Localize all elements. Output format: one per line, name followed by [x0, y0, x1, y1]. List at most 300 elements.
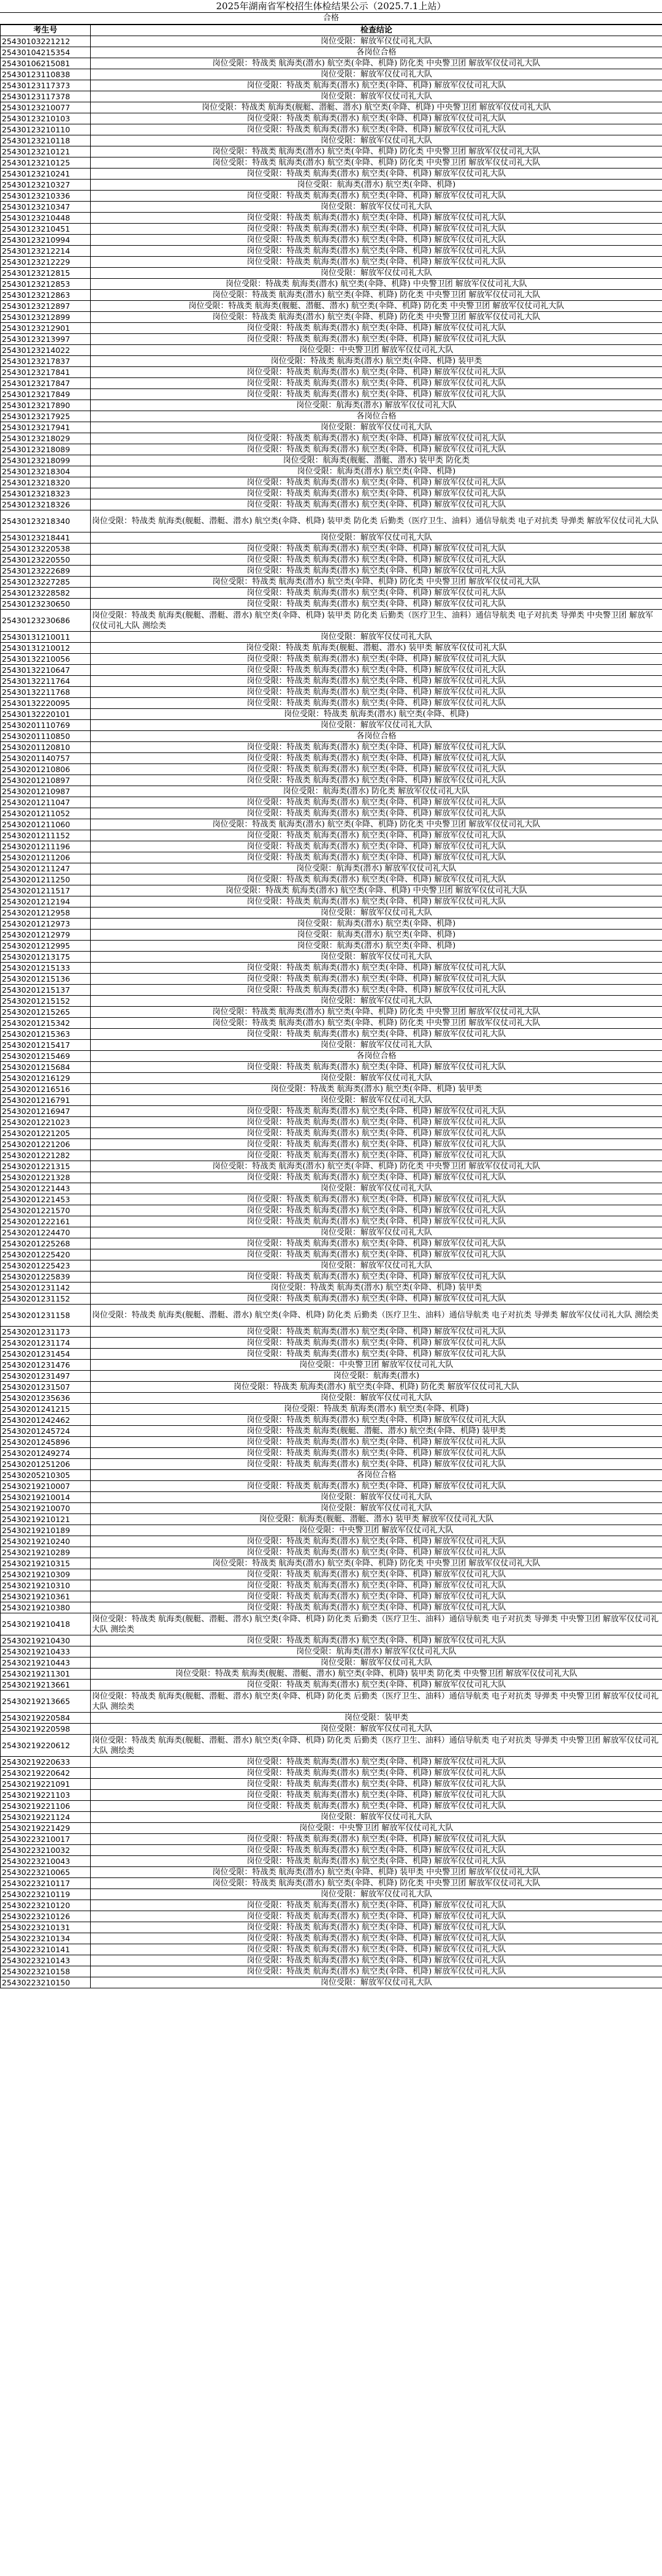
conclusion-cell: 岗位受限：特战类 航海类(潜水) 航空类(伞降、机降) 防化类 中央警卫团 解放军仪仗司礼大队 — [91, 157, 662, 169]
exam-id-cell: 25430123218089 — [1, 444, 91, 455]
conclusion-cell: 岗位受限：航海类(潜水) 航空类(伞降、机降) — [91, 919, 662, 930]
conclusion-cell: 岗位受限：解放军仪仗司礼大队 — [91, 1095, 662, 1106]
exam-id-cell: 25430219220642 — [1, 1768, 91, 1779]
conclusion-cell: 岗位受限：特战类 航海类(潜水) 航空类(伞降、机降) 解放军仪仗司礼大队 — [91, 113, 662, 124]
conclusion-cell: 岗位受限：特战类 航海类(潜水) 航空类(伞降、机降) 解放军仪仗司礼大队 — [91, 1150, 662, 1161]
exam-id-cell: 25430219220584 — [1, 1713, 91, 1724]
exam-id-cell: 25430104215354 — [1, 47, 91, 58]
conclusion-cell: 岗位受限：解放军仪仗司礼大队 — [91, 1040, 662, 1051]
conclusion-cell: 岗位受限：中央警卫团 解放军仪仗司礼大队 — [91, 1360, 662, 1371]
conclusion-cell: 岗位受限：特战类 航海类(潜水) 航空类(伞降、机降) 防化类 中央警卫团 解放军仪仗司礼大队 — [91, 1018, 662, 1029]
exam-id-cell: 25430219213661 — [1, 1680, 91, 1691]
conclusion-cell: 岗位受限：中央警卫团 解放军仪仗司礼大队 — [91, 1525, 662, 1536]
exam-id-cell: 25430201215684 — [1, 1062, 91, 1073]
table-row — [1, 907, 662, 919]
exam-id-cell: 25430223210150 — [1, 1977, 91, 1988]
exam-id-cell: 25430201225268 — [1, 1238, 91, 1249]
table-row — [1, 1922, 662, 1933]
table-row — [1, 1128, 662, 1139]
table-row — [1, 345, 662, 356]
table-row — [1, 1514, 662, 1525]
conclusion-cell: 岗位受限：特战类 航海类(潜水) 航空类(伞降、机降) 解放军仪仗司礼大队 — [91, 1172, 662, 1183]
table-row — [1, 146, 662, 157]
exam-id-cell: 25430123210327 — [1, 180, 91, 191]
table-row — [1, 852, 662, 863]
table-row — [1, 323, 662, 334]
conclusion-cell: 岗位受限：特战类 航海类(潜水) 航空类(伞降、机降) — [91, 1404, 662, 1415]
table-row — [1, 1724, 662, 1735]
table-row — [1, 1172, 662, 1183]
table-row — [1, 610, 662, 632]
table-row — [1, 1062, 662, 1073]
table-row — [1, 632, 662, 643]
exam-id-cell: 25430205210305 — [1, 1470, 91, 1481]
conclusion-cell: 岗位受限：解放军仪仗司礼大队 — [91, 720, 662, 731]
exam-id-cell: 25430219210433 — [1, 1646, 91, 1657]
conclusion-cell: 岗位受限：航海类(舰艇、潜艇、潜水) 装甲类 防化类 — [91, 455, 662, 466]
conclusion-cell: 岗位受限：特战类 航海类(潜水) 航空类(伞降、机降) 解放军仪仗司礼大队 — [91, 1580, 662, 1591]
conclusion-cell: 岗位受限：解放军仪仗司礼大队 — [91, 1073, 662, 1084]
exam-id-cell: 25430123210103 — [1, 113, 91, 124]
table-row — [1, 1393, 662, 1404]
table-row — [1, 180, 662, 191]
exam-id-cell: 25430123210336 — [1, 191, 91, 202]
table-row — [1, 213, 662, 224]
conclusion-cell: 岗位受限：特战类 航海类(潜水) 航空类(伞降、机降) 解放军仪仗司礼大队 — [91, 1933, 662, 1944]
conclusion-cell: 岗位受限：特战类 航海类(潜水) 航空类(伞降、机降) 防化类 中央警卫团 解放军仪仗司礼大队 — [91, 1878, 662, 1889]
table-row — [1, 1944, 662, 1955]
conclusion-cell: 岗位受限：解放军仪仗司礼大队 — [91, 268, 662, 279]
exam-id-cell: 25430123218323 — [1, 488, 91, 499]
exam-id-cell: 25430201231497 — [1, 1371, 91, 1382]
exam-id-cell: 25430123210077 — [1, 102, 91, 113]
table-row — [1, 1812, 662, 1823]
exam-id-cell: 25430201216791 — [1, 1095, 91, 1106]
exam-id-cell: 25430219211301 — [1, 1669, 91, 1680]
table-row — [1, 1536, 662, 1547]
exam-id-cell: 25430123212899 — [1, 312, 91, 323]
table-row — [1, 312, 662, 323]
conclusion-cell: 岗位受限：特战类 航海类(潜水) 航空类(伞降、机降) 解放军仪仗司礼大队 — [91, 246, 662, 257]
table-row — [1, 1426, 662, 1437]
table-row — [1, 963, 662, 974]
table-row — [1, 488, 662, 499]
exam-id-cell: 25430201215133 — [1, 963, 91, 974]
exam-id-cell: 25430219210310 — [1, 1580, 91, 1591]
table-row — [1, 466, 662, 477]
exam-id-cell: 25430201221282 — [1, 1150, 91, 1161]
table-row — [1, 1867, 662, 1878]
exam-id-cell: 25430123210994 — [1, 235, 91, 246]
exam-id-cell: 25430201221315 — [1, 1161, 91, 1172]
table-row — [1, 1569, 662, 1580]
table-row — [1, 941, 662, 952]
conclusion-cell: 岗位受限：特战类 航海类(潜水) 航空类(伞降、机降) 防化类 中央警卫团 解放军仪仗司礼大队 — [91, 1007, 662, 1018]
table-row — [1, 1768, 662, 1779]
table-row — [1, 1183, 662, 1194]
table-row — [1, 1966, 662, 1977]
conclusion-cell: 岗位受限：特战类 航海类(潜水) 航空类(伞降、机降) 解放军仪仗司礼大队 — [91, 797, 662, 808]
exam-id-cell: 25430201224470 — [1, 1227, 91, 1238]
conclusion-cell: 岗位受限：解放军仪仗司礼大队 — [91, 1260, 662, 1271]
exam-id-cell: 25430123227285 — [1, 577, 91, 588]
exam-id-cell: 25430103221212 — [1, 36, 91, 47]
table-row — [1, 1547, 662, 1558]
table-row — [1, 124, 662, 135]
conclusion-cell: 岗位受限：特战类 航海类(潜水) 航空类(伞降、机降) 防化类 中央警卫团 解放军仪仗司礼大队 — [91, 1558, 662, 1569]
table-row — [1, 1834, 662, 1845]
conclusion-cell: 岗位受限：特战类 航海类(潜水) 航空类(伞降、机降) 解放军仪仗司礼大队 — [91, 676, 662, 687]
exam-id-cell: 25430201249274 — [1, 1448, 91, 1459]
table-row — [1, 1205, 662, 1216]
exam-id-cell: 25430219221429 — [1, 1823, 91, 1834]
exam-id-cell: 25430201210897 — [1, 775, 91, 786]
table-row — [1, 1260, 662, 1271]
exam-id-cell: 25430219210309 — [1, 1569, 91, 1580]
exam-id-cell: 25430223210143 — [1, 1955, 91, 1966]
exam-id-cell: 25430223210119 — [1, 1889, 91, 1900]
exam-id-cell: 25430201231152 — [1, 1294, 91, 1305]
table-row — [1, 841, 662, 852]
table-row — [1, 157, 662, 169]
table-row — [1, 279, 662, 290]
exam-id-cell: 25430219221091 — [1, 1779, 91, 1790]
conclusion-cell: 岗位受限：特战类 航海类(舰艇、潜艇、潜水) 航空类(伞降、机降) 防化类 后勤类（医疗卫生、油料）通信导航类 电子对抗类 导弹类 中央警卫团 解放军仪仗司礼大队 测绘类 — [91, 1613, 662, 1635]
table-row — [1, 1823, 662, 1834]
table-row — [1, 1646, 662, 1657]
exam-id-cell: 25430219210189 — [1, 1525, 91, 1536]
exam-id-cell: 25430123217941 — [1, 422, 91, 433]
table-row — [1, 1878, 662, 1889]
table-row — [1, 952, 662, 963]
exam-id-cell: 25430123228582 — [1, 588, 91, 599]
table-row — [1, 1150, 662, 1161]
exam-id-cell: 25430201110769 — [1, 720, 91, 731]
exam-id-cell: 25430123210125 — [1, 157, 91, 169]
table-row — [1, 1470, 662, 1481]
table-row — [1, 1371, 662, 1382]
conclusion-cell: 岗位受限：特战类 航海类(潜水) 航空类(伞降、机降) 解放军仪仗司礼大队 — [91, 1790, 662, 1801]
conclusion-cell: 岗位受限：解放军仪仗司礼大队 — [91, 1889, 662, 1900]
conclusion-cell: 岗位受限：特战类 航海类(潜水) 航空类(伞降、机降) 解放军仪仗司礼大队 — [91, 1249, 662, 1260]
conclusion-cell: 岗位受限：特战类 航海类(舰艇、潜艇、潜水) 航空类(伞降、机降) 装甲类 防化类 后勤类（医疗卫生、油料）通信导航类 电子对抗类 导弹类 中央警卫团 解放军仪仗司礼大队 测绘类 — [91, 610, 662, 632]
conclusion-cell: 各岗位合格 — [91, 1470, 662, 1481]
exam-id-cell: 25430201221453 — [1, 1194, 91, 1205]
exam-id-cell: 25430201225420 — [1, 1249, 91, 1260]
exam-id-cell: 25430219210289 — [1, 1547, 91, 1558]
conclusion-cell: 岗位受限：特战类 航海类(舰艇、潜艇、潜水) 航空类(伞降、机降) 防化类 后勤类（医疗卫生、油料）通信导航类 电子对抗类 导弹类 解放军仪仗司礼大队 测绘类 — [91, 1305, 662, 1327]
table-row — [1, 874, 662, 885]
exam-id-cell: 25430123117373 — [1, 80, 91, 91]
table-row — [1, 1757, 662, 1768]
table-row — [1, 830, 662, 841]
conclusion-cell: 岗位受限：航海类(舰艇、潜艇、潜水) 装甲类 解放军仪仗司礼大队 — [91, 1514, 662, 1525]
exam-id-cell: 25430106215081 — [1, 58, 91, 69]
conclusion-cell: 岗位受限：特战类 航海类(潜水) 航空类(伞降、机降) 解放军仪仗司礼大队 — [91, 687, 662, 698]
conclusion-cell: 岗位受限：特战类 航海类(潜水) 航空类(伞降、机降) 解放军仪仗司礼大队 — [91, 1294, 662, 1305]
exam-id-cell: 25430201215417 — [1, 1040, 91, 1051]
table-row — [1, 1735, 662, 1757]
exam-id-cell: 25430219210315 — [1, 1558, 91, 1569]
conclusion-cell: 岗位受限：航海类(潜水) 解放军仪仗司礼大队 — [91, 400, 662, 411]
table-row — [1, 1007, 662, 1018]
table-row — [1, 1856, 662, 1867]
table-row — [1, 1713, 662, 1724]
conclusion-cell: 岗位受限：特战类 航海类(潜水) 航空类(伞降、机降) 解放军仪仗司礼大队 — [91, 1106, 662, 1117]
table-row — [1, 499, 662, 510]
exam-id-cell: 25430201242462 — [1, 1415, 91, 1426]
exam-id-cell: 25430201211250 — [1, 874, 91, 885]
table-row — [1, 863, 662, 874]
table-row — [1, 1029, 662, 1040]
conclusion-cell: 岗位受限：特战类 航海类(潜水) 航空类(伞降、机降) 解放军仪仗司礼大队 — [91, 1922, 662, 1933]
conclusion-cell: 岗位受限：特战类 航海类(潜水) 航空类(伞降、机降) 解放军仪仗司礼大队 — [91, 213, 662, 224]
exam-id-cell: 25430223210126 — [1, 1911, 91, 1922]
table-row — [1, 753, 662, 764]
table-row — [1, 764, 662, 775]
conclusion-cell: 岗位受限：特战类 航海类(舰艇、潜艇、潜水) 航空类(伞降、机降) 防化类 中央警卫团 解放军仪仗司礼大队 — [91, 301, 662, 312]
conclusion-cell: 岗位受限：航海类(潜水) 航空类(伞降、机降) — [91, 941, 662, 952]
table-row — [1, 1040, 662, 1051]
table-row — [1, 389, 662, 400]
conclusion-cell: 岗位受限：解放军仪仗司礼大队 — [91, 996, 662, 1007]
exam-id-cell: 25430201221023 — [1, 1117, 91, 1128]
conclusion-cell: 岗位受限：特战类 航海类(潜水) 航空类(伞降、机降) 解放军仪仗司礼大队 — [91, 1779, 662, 1790]
table-row — [1, 1933, 662, 1944]
exam-id-cell: 25430123213997 — [1, 334, 91, 345]
conclusion-cell: 岗位受限：解放军仪仗司礼大队 — [91, 952, 662, 963]
exam-id-cell: 25430123218340 — [1, 510, 91, 532]
table-row — [1, 698, 662, 709]
header-exam-id: 考生号 — [1, 25, 91, 36]
exam-id-cell: 25430223210158 — [1, 1966, 91, 1977]
conclusion-cell: 岗位受限：特战类 航海类(潜水) 航空类(伞降、机降) 解放军仪仗司礼大队 — [91, 1845, 662, 1856]
exam-id-cell: 25430219210430 — [1, 1635, 91, 1646]
exam-id-cell: 25430201245724 — [1, 1426, 91, 1437]
exam-id-cell: 25430201211196 — [1, 841, 91, 852]
conclusion-cell: 岗位受限：特战类 航海类(舰艇、潜艇、潜水) 航空类(伞降、机降) 中央警卫团 解放军仪仗司礼大队 — [91, 102, 662, 113]
table-row — [1, 1591, 662, 1602]
conclusion-cell: 岗位受限：特战类 航海类(潜水) 航空类(伞降、机降) 解放军仪仗司礼大队 — [91, 444, 662, 455]
conclusion-cell: 岗位受限：特战类 航海类(潜水) 航空类(伞降、机降) 解放军仪仗司礼大队 — [91, 224, 662, 235]
conclusion-cell: 岗位受限：特战类 航海类(潜水) 航空类(伞降、机降) 解放军仪仗司礼大队 — [91, 1757, 662, 1768]
table-row — [1, 102, 662, 113]
exam-id-cell: 25430223210032 — [1, 1845, 91, 1856]
exam-id-cell: 25430201212194 — [1, 896, 91, 907]
exam-id-cell: 25430123218320 — [1, 477, 91, 488]
exam-id-cell: 25430201215469 — [1, 1051, 91, 1062]
exam-id-cell: 25430201221570 — [1, 1205, 91, 1216]
conclusion-cell: 岗位受限：中央警卫团 解放军仪仗司礼大队 — [91, 1823, 662, 1834]
exam-id-cell: 25430132210056 — [1, 654, 91, 665]
exam-id-cell: 25430201212973 — [1, 919, 91, 930]
conclusion-cell: 岗位受限：解放军仪仗司礼大队 — [91, 1812, 662, 1823]
conclusion-cell: 岗位受限：特战类 航海类(潜水) 航空类(伞降、机降) 防化类 中央警卫团 解放军仪仗司礼大队 — [91, 146, 662, 157]
conclusion-cell: 岗位受限：特战类 航海类(潜水) 航空类(伞降、机降) 解放军仪仗司礼大队 — [91, 1327, 662, 1338]
conclusion-cell: 岗位受限：解放军仪仗司礼大队 — [91, 532, 662, 544]
conclusion-cell: 岗位受限：解放军仪仗司礼大队 — [91, 1393, 662, 1404]
conclusion-cell: 岗位受限：特战类 航海类(潜水) 航空类(伞降、机降) 解放军仪仗司礼大队 — [91, 665, 662, 676]
table-row — [1, 1106, 662, 1117]
conclusion-cell: 岗位受限：特战类 航海类(潜水) 航空类(伞降、机降) 解放军仪仗司礼大队 — [91, 169, 662, 180]
conclusion-cell: 岗位受限：特战类 航海类(潜水) 航空类(伞降、机降) 解放军仪仗司礼大队 — [91, 1415, 662, 1426]
table-row — [1, 1635, 662, 1646]
table-row — [1, 510, 662, 532]
table-row — [1, 1360, 662, 1371]
conclusion-cell: 岗位受限：特战类 航海类(潜水) 航空类(伞降、机降) 解放军仪仗司礼大队 — [91, 477, 662, 488]
conclusion-cell: 岗位受限：特战类 航海类(舰艇、潜艇、潜水) 航空类(伞降、机降) 防化类 后勤类（医疗卫生、油料）通信导航类 电子对抗类 导弹类 中央警卫团 解放军仪仗司礼大队 测绘类 — [91, 1691, 662, 1713]
conclusion-cell: 岗位受限：特战类 航海类(潜水) 航空类(伞降、机降) 解放军仪仗司礼大队 — [91, 1569, 662, 1580]
table-row — [1, 1503, 662, 1514]
conclusion-cell: 岗位受限：特战类 航海类(潜水) 航空类(伞降、机降) 解放军仪仗司礼大队 — [91, 753, 662, 764]
exam-id-cell: 25430123218099 — [1, 455, 91, 466]
table-row — [1, 1955, 662, 1966]
table-row — [1, 1084, 662, 1095]
exam-id-cell: 25430201212995 — [1, 941, 91, 952]
conclusion-cell: 各岗位合格 — [91, 411, 662, 422]
table-row — [1, 433, 662, 444]
table-row — [1, 1294, 662, 1305]
table-row — [1, 91, 662, 102]
table-row — [1, 36, 662, 47]
conclusion-cell: 岗位受限：解放军仪仗司礼大队 — [91, 632, 662, 643]
exam-id-cell: 25430219220598 — [1, 1724, 91, 1735]
exam-id-cell: 25430201216947 — [1, 1106, 91, 1117]
conclusion-cell: 岗位受限：特战类 航海类(潜水) 航空类(伞降、机降) 解放军仪仗司礼大队 — [91, 1680, 662, 1691]
table-row — [1, 1525, 662, 1536]
exam-id-cell: 25430123217841 — [1, 367, 91, 378]
table-row — [1, 676, 662, 687]
table-row — [1, 1327, 662, 1338]
conclusion-cell: 岗位受限：特战类 航海类(潜水) 航空类(伞降、机降) 解放军仪仗司礼大队 — [91, 1768, 662, 1779]
conclusion-cell: 岗位受限：特战类 航海类(潜水) 航空类(伞降、机降) 解放军仪仗司礼大队 — [91, 830, 662, 841]
exam-id-cell: 25430123212229 — [1, 257, 91, 268]
header-conclusion: 检查结论 — [91, 25, 662, 36]
table-row — [1, 896, 662, 907]
table-row — [1, 1194, 662, 1205]
table-row — [1, 1492, 662, 1503]
conclusion-cell: 岗位受限：航海类(潜水) 防化类 解放军仪仗司礼大队 — [91, 786, 662, 797]
exam-id-cell: 25430201231142 — [1, 1282, 91, 1294]
exam-id-cell: 25430123217925 — [1, 411, 91, 422]
exam-id-cell: 25430123210347 — [1, 202, 91, 213]
conclusion-cell: 岗位受限：特战类 航海类(潜水) 航空类(伞降、机降) 解放军仪仗司礼大队 — [91, 599, 662, 610]
exam-id-cell: 25430223210134 — [1, 1933, 91, 1944]
table-row — [1, 1437, 662, 1448]
table-row — [1, 720, 662, 731]
conclusion-cell: 岗位受限：特战类 航海类(潜水) 航空类(伞降、机降) 解放军仪仗司礼大队 — [91, 1944, 662, 1955]
table-row — [1, 246, 662, 257]
conclusion-cell: 岗位受限：特战类 航海类(潜水) 航空类(伞降、机降) 解放军仪仗司礼大队 — [91, 1547, 662, 1558]
conclusion-cell: 岗位受限：特战类 航海类(潜水) 航空类(伞降、机降) 防化类 中央警卫团 解放军仪仗司礼大队 — [91, 1161, 662, 1172]
conclusion-cell: 岗位受限：特战类 航海类(潜水) 航空类(伞降、机降) 解放军仪仗司礼大队 — [91, 1602, 662, 1613]
conclusion-cell: 岗位受限：特战类 航海类(舰艇、潜艇、潜水) 装甲类 解放军仪仗司礼大队 — [91, 643, 662, 654]
conclusion-cell: 岗位受限：特战类 航海类(潜水) 航空类(伞降、机降) 解放军仪仗司礼大队 — [91, 896, 662, 907]
table-body — [1, 36, 662, 1988]
exam-id-cell: 25430201211247 — [1, 863, 91, 874]
conclusion-cell: 岗位受限：特战类 航海类(潜水) 航空类(伞降、机降) 中央警卫团 解放军仪仗司礼大队 — [91, 279, 662, 290]
table-row — [1, 1602, 662, 1613]
exam-id-cell: 25430123220538 — [1, 544, 91, 555]
table-row — [1, 532, 662, 544]
exam-id-cell: 25430123212901 — [1, 323, 91, 334]
exam-id-cell: 25430132220101 — [1, 709, 91, 720]
exam-id-cell: 25430219210240 — [1, 1536, 91, 1547]
exam-id-cell: 25430132211768 — [1, 687, 91, 698]
exam-id-cell: 25430201251206 — [1, 1459, 91, 1470]
conclusion-cell: 岗位受限：特战类 航海类(潜水) 航空类(伞降、机降) 解放军仪仗司礼大队 — [91, 257, 662, 268]
conclusion-cell: 岗位受限：航海类(潜水) 解放军仪仗司礼大队 — [91, 1646, 662, 1657]
conclusion-cell: 各岗位合格 — [91, 731, 662, 742]
conclusion-cell: 岗位受限：解放军仪仗司礼大队 — [91, 422, 662, 433]
exam-id-cell: 25430123218441 — [1, 532, 91, 544]
table-row — [1, 224, 662, 235]
exam-id-cell: 25430201231174 — [1, 1338, 91, 1349]
conclusion-cell: 岗位受限：航海类(潜水) 航空类(伞降、机降) — [91, 930, 662, 941]
exam-id-cell: 25430219210443 — [1, 1657, 91, 1669]
exam-id-cell: 25430201211060 — [1, 819, 91, 830]
table-row — [1, 135, 662, 146]
conclusion-cell: 岗位受限：特战类 航海类(潜水) 航空类(伞降、机降) 解放军仪仗司礼大队 — [91, 742, 662, 753]
table-row — [1, 257, 662, 268]
exam-id-cell: 25430123210451 — [1, 224, 91, 235]
conclusion-cell: 岗位受限：特战类 航海类(潜水) 航空类(伞降、机降) 解放军仪仗司礼大队 — [91, 1591, 662, 1602]
exam-id-cell: 25430201211152 — [1, 830, 91, 841]
conclusion-cell: 岗位受限：特战类 航海类(舰艇、潜艇、潜水) 航空类(伞降、机降) 防化类 后勤类（医疗卫生、油料）通信导航类 电子对抗类 导弹类 中央警卫团 解放军仪仗司礼大队 测绘类 — [91, 1735, 662, 1757]
conclusion-cell: 岗位受限：解放军仪仗司礼大队 — [91, 202, 662, 213]
exam-id-cell: 25430123220550 — [1, 555, 91, 566]
exam-id-cell: 25430123212863 — [1, 290, 91, 301]
conclusion-cell: 岗位受限：特战类 航海类(潜水) 航空类(伞降、机降) 解放军仪仗司礼大队 — [91, 1271, 662, 1282]
conclusion-cell: 岗位受限：特战类 航海类(潜水) 航空类(伞降、机降) 解放军仪仗司礼大队 — [91, 1448, 662, 1459]
exam-id-cell: 25430219210361 — [1, 1591, 91, 1602]
conclusion-cell: 岗位受限：解放军仪仗司礼大队 — [91, 1227, 662, 1238]
table-row — [1, 191, 662, 202]
conclusion-cell: 岗位受限：特战类 航海类(舰艇、潜艇、潜水) 航空类(伞降、机降) 装甲类 防化类 中央警卫团 解放军仪仗司礼大队 — [91, 1669, 662, 1680]
exam-id-cell: 25430201215136 — [1, 974, 91, 985]
exam-id-cell: 25430123218326 — [1, 499, 91, 510]
exam-id-cell: 25430219210007 — [1, 1481, 91, 1492]
exam-id-cell: 25430123210110 — [1, 124, 91, 135]
conclusion-cell: 岗位受限：特战类 航海类(潜水) 航空类(伞降、机降) 解放军仪仗司礼大队 — [91, 1349, 662, 1360]
exam-id-cell: 25430132220095 — [1, 698, 91, 709]
table-row — [1, 444, 662, 455]
exam-id-cell: 25430123217890 — [1, 400, 91, 411]
table-row — [1, 555, 662, 566]
table-row — [1, 775, 662, 786]
conclusion-cell: 岗位受限：特战类 航海类(潜水) 航空类(伞降、机降) 解放军仪仗司礼大队 — [91, 1205, 662, 1216]
table-row — [1, 422, 662, 433]
conclusion-cell: 岗位受限：特战类 航海类(潜水) 航空类(伞降、机降) 解放军仪仗司礼大队 — [91, 808, 662, 819]
exam-id-cell: 25430219210380 — [1, 1602, 91, 1613]
exam-id-cell: 25430201231476 — [1, 1360, 91, 1371]
exam-id-cell: 25430123217849 — [1, 389, 91, 400]
table-row — [1, 974, 662, 985]
conclusion-cell: 岗位受限：特战类 航海类(潜水) 航空类(伞降、机降) 解放军仪仗司礼大队 — [91, 1238, 662, 1249]
conclusion-cell: 岗位受限：解放军仪仗司礼大队 — [91, 1183, 662, 1194]
table-row — [1, 1657, 662, 1669]
conclusion-cell: 岗位受限：特战类 航海类(潜水) 航空类(伞降、机降) 解放军仪仗司礼大队 — [91, 764, 662, 775]
table-row — [1, 577, 662, 588]
table-row — [1, 113, 662, 124]
table-row — [1, 654, 662, 665]
conclusion-cell: 岗位受限：特战类 航海类(潜水) 航空类(伞降、机降) 解放军仪仗司礼大队 — [91, 874, 662, 885]
table-row — [1, 334, 662, 345]
exam-id-cell: 25430123210448 — [1, 213, 91, 224]
conclusion-cell: 岗位受限：特战类 航海类(潜水) 航空类(伞降、机降) 解放军仪仗司礼大队 — [91, 367, 662, 378]
table-row — [1, 411, 662, 422]
table-row — [1, 643, 662, 654]
